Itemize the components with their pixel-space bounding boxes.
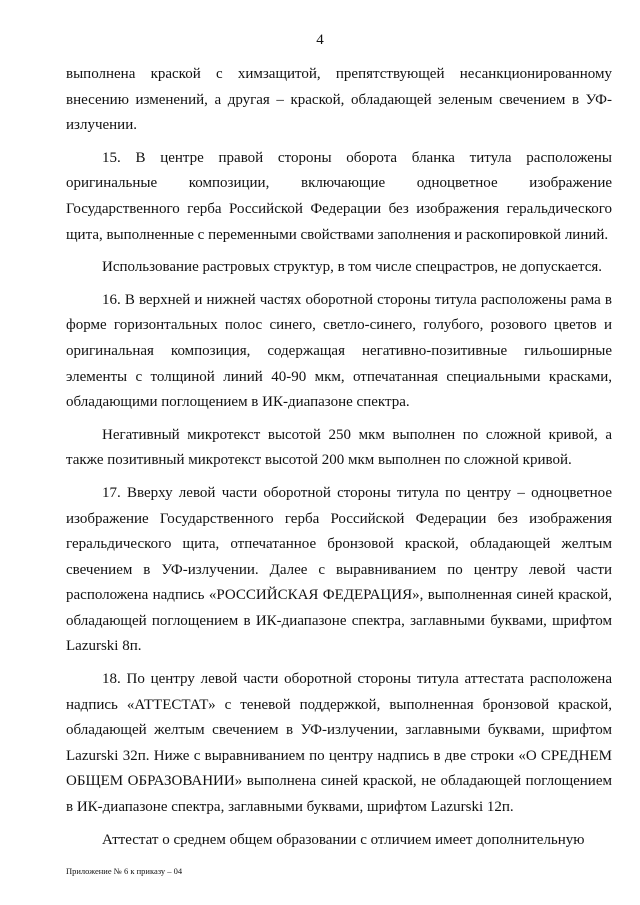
paragraph-item-18: 18. По центру левой части оборотной стороны титула аттестата расположена надпись «АТТЕСТАТ» с теневой поддержкой, выполненная бронзовой краской, обладающей желтым свечением в УФ-излучении, заглавными буквами, шрифтом Lazurski 32п. Ниже с выравниванием по центру надпись в две строки «О СРЕДНЕМ ОБЩЕМ ОБРАЗОВАНИИ» выполнена синей краской, не обладающей поглощением в ИК-диапазоне спектра, заглавными буквами, шрифтом Lazurski 12п. bbox=[66, 671, 612, 816]
paragraph-honors-certificate: Аттестат о среднем общем образовании с отличием имеет дополнительную bbox=[102, 831, 585, 848]
paragraph-microtext: Негативный микротекст высотой 250 мкм выполнен по сложной кривой, а также позитивный микротекст высотой 200 мкм выполнен по сложной кривой. bbox=[66, 426, 612, 469]
paragraph-item-17: 17. Вверху левой части оборотной стороны титула по центру – одноцветное изображение Государственного герба Российской Федерации без изображения геральдического щита, отпечатанное бронзовой краской, обладающей желтым свечением в УФ-излучении. Далее с выравниванием по центру левой части расположена надпись «РОССИЙСКАЯ ФЕДЕРАЦИЯ», выполненная синей краской, обладающей поглощением в ИК-диапазоне спектра, заглавными буквами, шрифтом Lazurski 8п. bbox=[66, 484, 612, 655]
paragraph-continuation: выполнена краской с химзащитой, препятствующей несанкционированному внесению изменений, а другая – краской, обладающей зеленым свечением в УФ-излучении. bbox=[66, 66, 612, 134]
document-body bbox=[66, 62, 612, 860]
paragraph-item-16: 16. В верхней и нижней частях оборотной стороны титула расположены рама в форме горизонтальных полос синего, светло-синего, голубого, розового цветов и оригинальная композиция, содержащая негативно-позитивные гильоширные элементы с толщиной линий 40-90 мкм, отпечатанная специальными красками, обладающими поглощением в ИК-диапазоне спектра. bbox=[66, 291, 612, 411]
paragraph-raster-note: Использование растровых структур, в том числе спецрастров, не допускается. bbox=[102, 259, 603, 276]
page-number: 4 bbox=[316, 32, 324, 48]
paragraph-item-15: 15. В центре правой стороны оборота бланка титула расположены оригинальные композиции, включающие одноцветное изображение Государственного герба Российской Федерации без изображения геральдического щита, выполненные с переменными свойствами заполнения и раскопировкой линий. bbox=[66, 149, 612, 243]
page-footer: Приложение № 6 к приказу – 04 bbox=[66, 866, 183, 876]
